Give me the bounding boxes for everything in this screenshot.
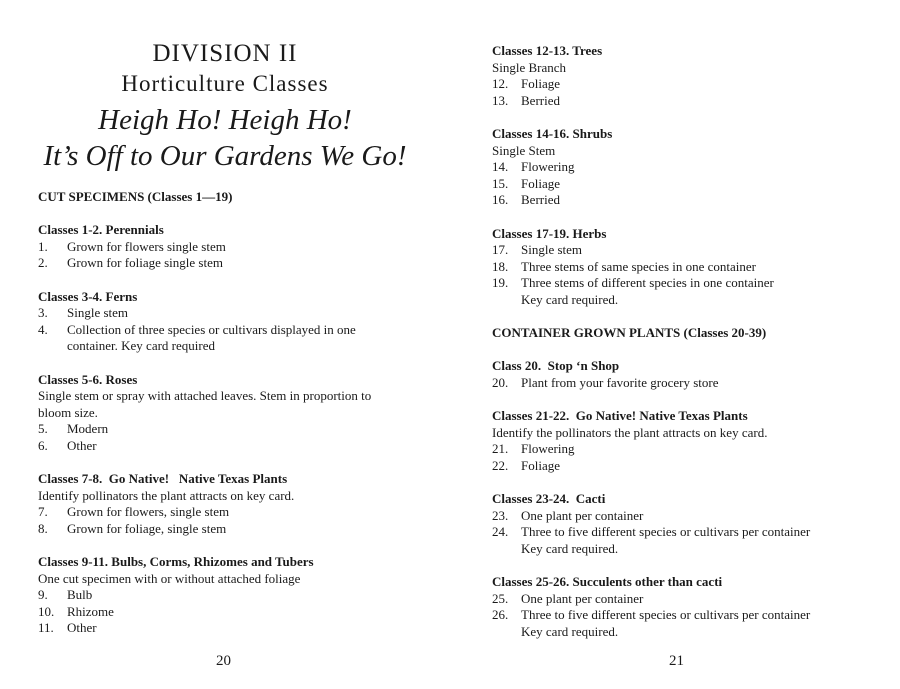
item-number: 19. xyxy=(492,275,509,291)
item-number: 7. xyxy=(38,504,48,520)
list-item xyxy=(492,242,852,259)
item-number: 3. xyxy=(38,305,48,321)
trees-description: Single Branch xyxy=(492,59,567,75)
item-text: Single stem xyxy=(521,242,583,258)
succulents-continuation: Key card required. xyxy=(521,623,619,639)
item-number: 22. xyxy=(492,457,509,473)
item-text: One plant per container xyxy=(521,590,644,606)
item-text: Grown for flowers single stem xyxy=(67,238,226,254)
item-number: 18. xyxy=(492,258,509,274)
shrubs-heading: Classes 14-16. Shrubs xyxy=(492,125,613,141)
item-number: 5. xyxy=(38,421,48,437)
item-text: Rhizome xyxy=(67,603,114,619)
native-plants-description: Identify the pollinators the plant attracts on key card. xyxy=(492,424,768,440)
item-text: Foliage xyxy=(521,457,560,473)
ferns-continuation: container. Key card required xyxy=(67,338,215,354)
item-text: Grown for foliage, single stem xyxy=(67,520,227,536)
cut-specimens-heading: CUT SPECIMENS (Classes 1—19) xyxy=(38,189,233,204)
item-text: Plant from your favorite grocery store xyxy=(521,374,719,390)
item-text: One plant per container xyxy=(521,507,644,523)
item-text: Berried xyxy=(521,192,560,208)
item-number: 11. xyxy=(38,620,54,636)
item-text: Single stem xyxy=(67,305,129,321)
script-line-1: Heigh Ho! Heigh Ho! xyxy=(98,104,352,136)
item-number: 15. xyxy=(492,175,509,191)
left-column xyxy=(38,189,398,637)
bulbs-heading: Classes 9-11. Bulbs, Corms, Rhizomes and Tubers xyxy=(38,554,314,570)
list-item xyxy=(492,192,852,209)
item-text: Three stems of same species in one container xyxy=(521,258,756,274)
page-number: 20 xyxy=(216,653,231,669)
list-item xyxy=(38,305,398,322)
item-text: Foliage xyxy=(521,76,560,92)
list-item xyxy=(492,259,852,276)
item-number: 20. xyxy=(492,374,509,390)
item-number: 26. xyxy=(492,607,509,623)
list-item xyxy=(492,508,852,525)
bulbs-description: One cut specimen with or without attached foliage xyxy=(38,570,301,586)
list-item xyxy=(38,421,398,438)
list-item xyxy=(38,604,398,621)
item-text: Three stems of different species in one container xyxy=(521,275,774,291)
perennials-heading: Classes 1-2. Perennials xyxy=(38,222,164,238)
right-page xyxy=(450,0,900,689)
item-number: 4. xyxy=(38,321,48,337)
item-number: 21. xyxy=(492,441,509,457)
item-number: 8. xyxy=(38,520,48,536)
item-number: 6. xyxy=(38,437,48,453)
trees-heading: Classes 12-13. Trees xyxy=(492,43,603,58)
horticulture-subtitle: Horticulture Classes xyxy=(121,71,329,96)
item-text: Modern xyxy=(67,421,109,437)
item-number: 24. xyxy=(492,524,509,540)
list-item xyxy=(492,607,852,624)
roses-description-cont: bloom size. xyxy=(38,404,98,420)
item-text: Other xyxy=(67,620,97,636)
item-text: Grown for foliage single stem xyxy=(67,255,223,271)
list-item xyxy=(492,441,852,458)
right-column xyxy=(492,43,852,640)
container-grown-heading: CONTAINER GROWN PLANTS (Classes 20-39) xyxy=(492,325,767,341)
item-number: 23. xyxy=(492,507,509,523)
list-item xyxy=(492,591,852,608)
item-text: Flowering xyxy=(521,441,575,457)
item-number: 10. xyxy=(38,603,55,619)
item-number: 1. xyxy=(38,238,48,254)
herbs-continuation: Key card required. xyxy=(521,291,619,307)
list-item xyxy=(38,438,398,455)
native-plants-heading: Classes 7-8. Go Native! Native Texas Plants xyxy=(38,471,288,487)
item-text: Bulb xyxy=(67,587,93,603)
list-item xyxy=(492,76,852,93)
item-text: Grown for flowers, single stem xyxy=(67,504,230,520)
list-item xyxy=(492,159,852,176)
item-text: Other xyxy=(67,437,97,453)
item-number: 14. xyxy=(492,159,509,175)
list-item xyxy=(492,375,852,392)
item-number: 17. xyxy=(492,242,509,258)
native-plants-heading: Classes 21-22. Go Native! Native Texas Plants xyxy=(492,408,748,424)
item-number: 9. xyxy=(38,587,48,603)
list-item xyxy=(38,239,398,256)
item-number: 2. xyxy=(38,255,48,271)
item-number: 16. xyxy=(492,192,509,208)
list-item xyxy=(492,176,852,193)
list-item xyxy=(38,587,398,604)
list-item xyxy=(492,93,852,110)
item-number: 12. xyxy=(492,76,509,92)
item-text: Flowering xyxy=(521,159,575,175)
item-text: Three to five different species or cultivars per container xyxy=(521,524,811,540)
item-text: Collection of three species or cultivars displayed in one xyxy=(67,321,356,337)
cacti-continuation: Key card required. xyxy=(521,540,619,556)
item-text: Foliage xyxy=(521,175,560,191)
list-item xyxy=(492,524,852,541)
item-number: 13. xyxy=(492,92,509,108)
herbs-heading: Classes 17-19. Herbs xyxy=(492,225,607,241)
roses-description: Single stem or spray with attached leaves. Stem in proportion to xyxy=(38,388,372,404)
native-plants-description: Identify pollinators the plant attracts on key card. xyxy=(38,487,295,503)
list-item xyxy=(38,504,398,521)
list-item xyxy=(38,521,398,538)
division-title: DIVISION II xyxy=(152,40,298,67)
ferns-heading: Classes 3-4. Ferns xyxy=(38,288,138,304)
item-number: 25. xyxy=(492,590,509,606)
cacti-heading: Classes 23-24. Cacti xyxy=(492,491,606,507)
list-item xyxy=(38,322,398,339)
list-item xyxy=(492,458,852,475)
page-number: 21 xyxy=(669,653,684,669)
list-item xyxy=(38,255,398,272)
succulents-heading: Classes 25-26. Succulents other than cacti xyxy=(492,574,723,589)
stop-n-shop-heading: Class 20. Stop ‘n Shop xyxy=(492,358,620,374)
list-item xyxy=(38,620,398,637)
item-text: Three to five different species or cultivars per container xyxy=(521,607,811,623)
roses-heading: Classes 5-6. Roses xyxy=(38,371,138,387)
item-text: Berried xyxy=(521,92,560,108)
script-line-2: It’s Off to Our Gardens We Go! xyxy=(43,140,407,172)
list-item xyxy=(492,275,852,292)
shrubs-description: Single Stem xyxy=(492,142,556,158)
